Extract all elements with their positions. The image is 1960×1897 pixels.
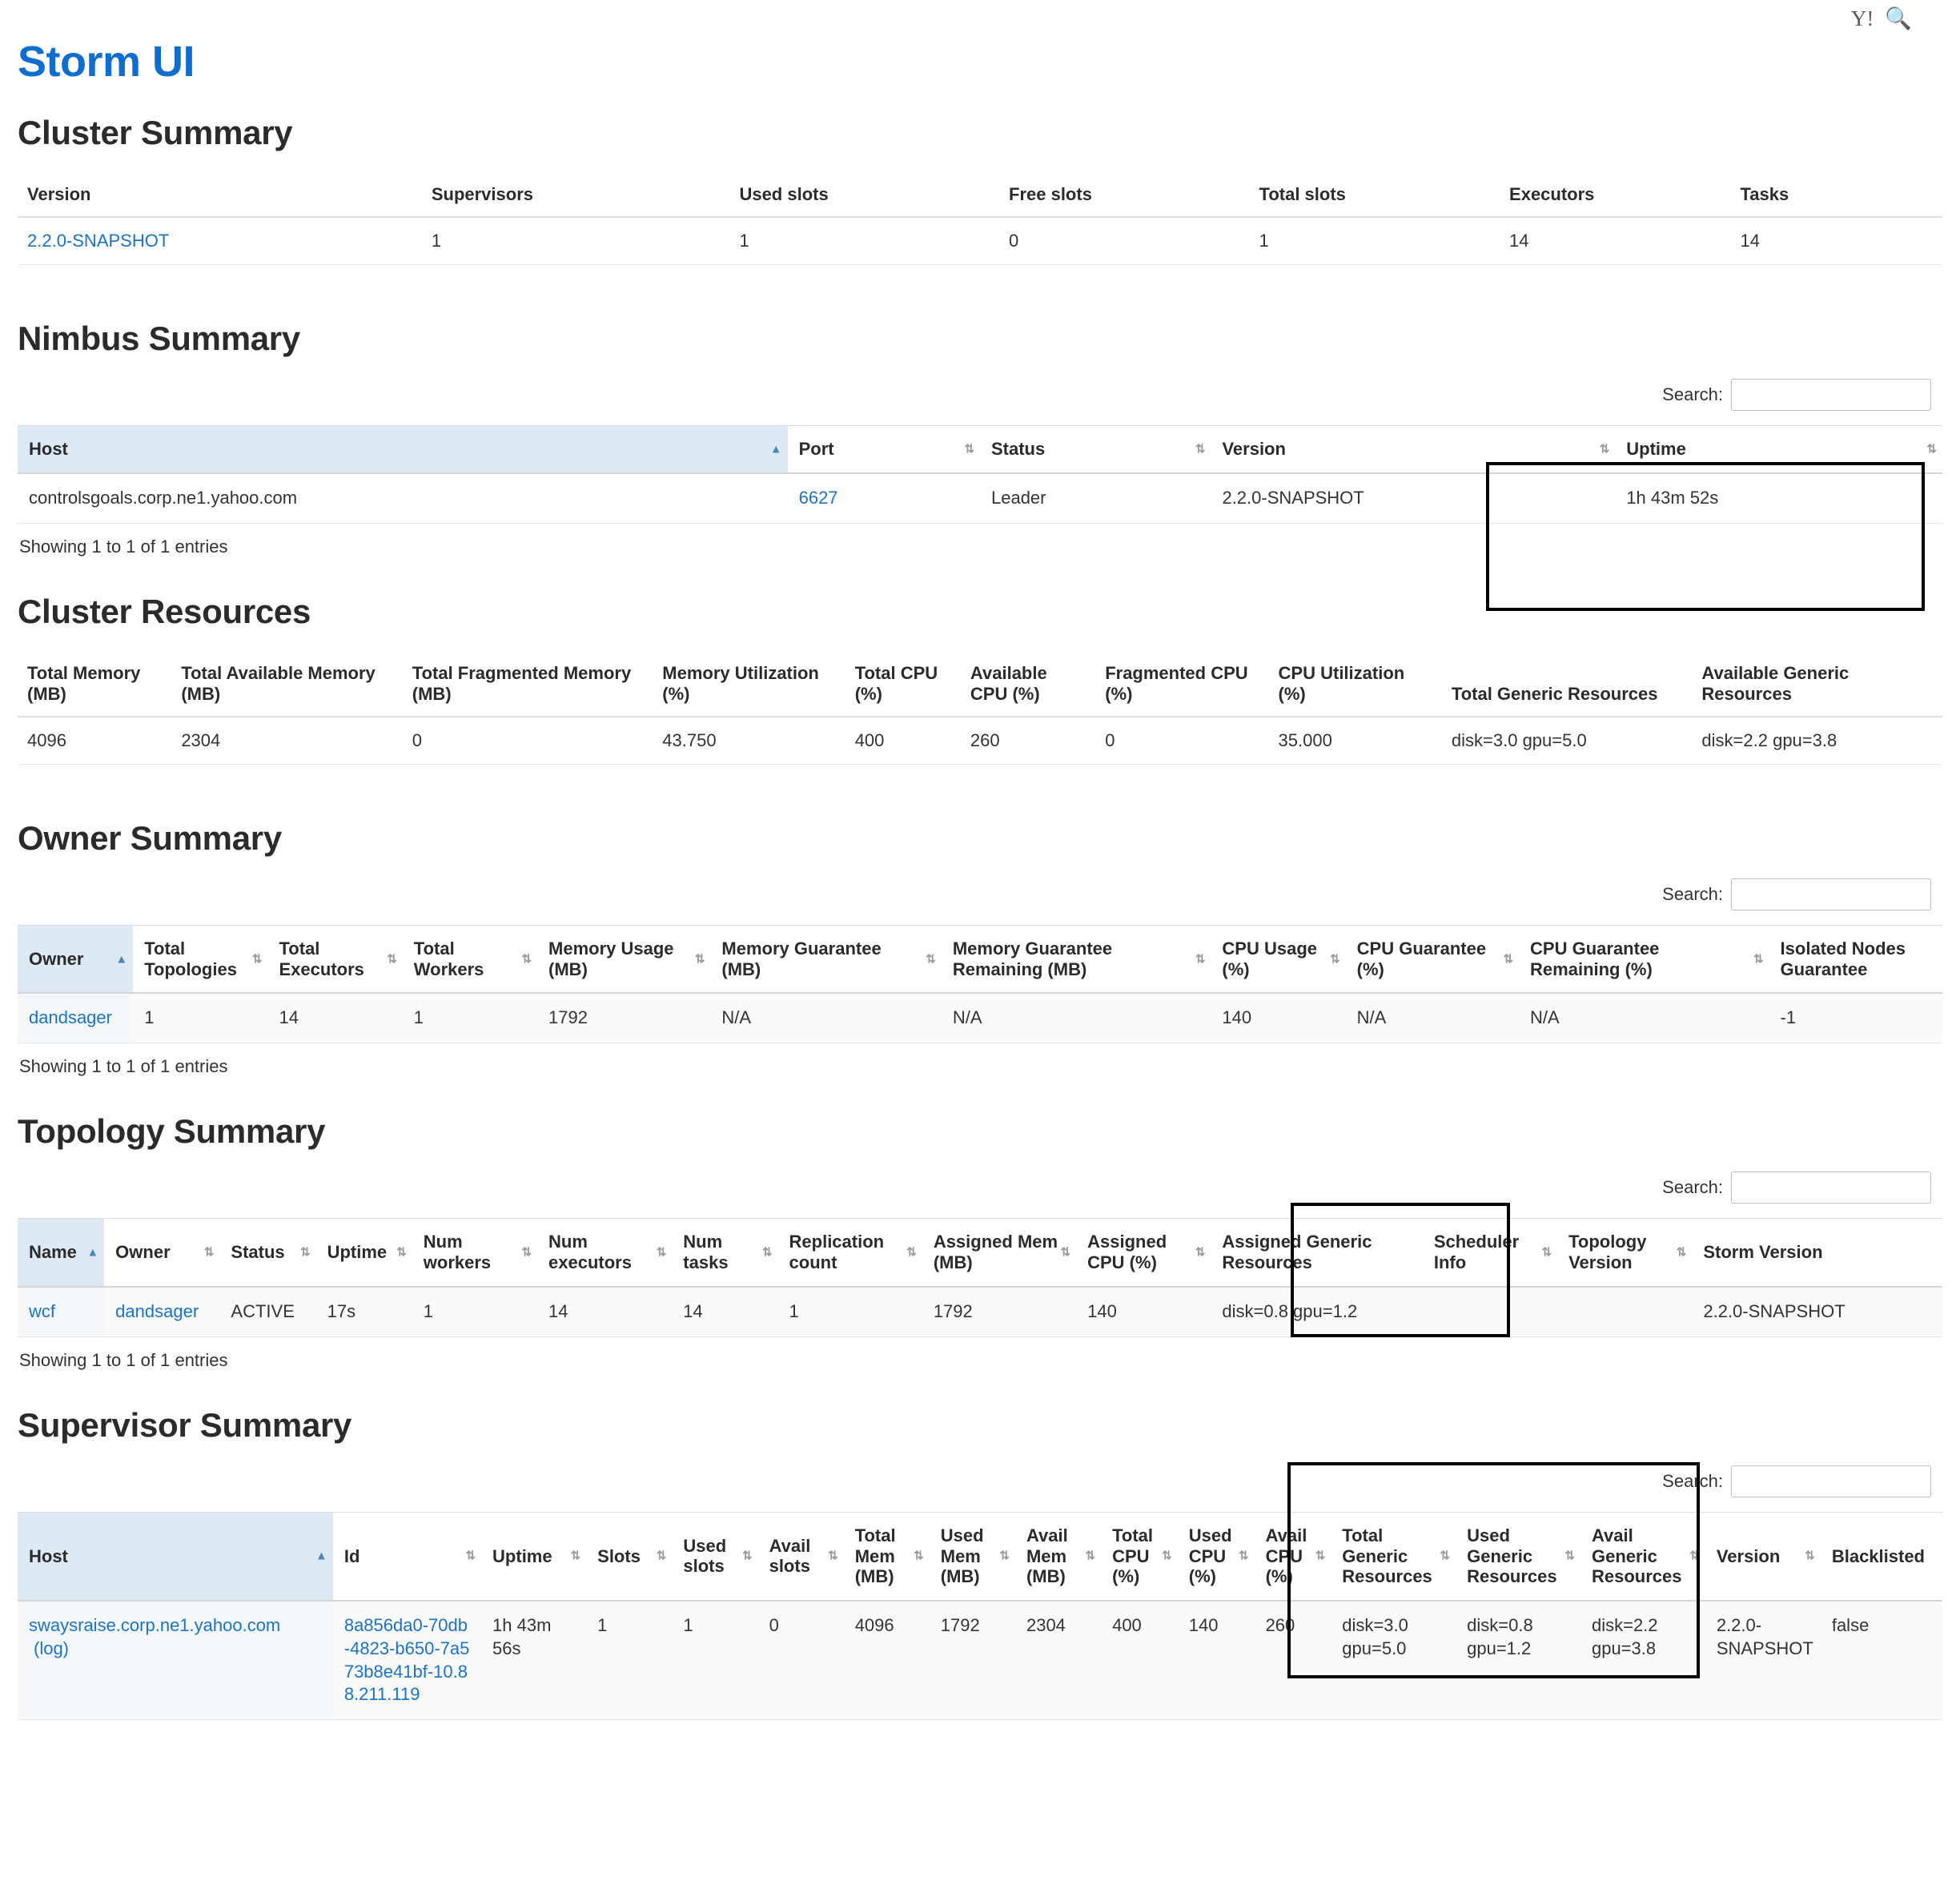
th-slots-label: Slots	[597, 1545, 641, 1566]
owner-summary-section	[18, 819, 1942, 1078]
cell-total-cpu: 400	[845, 717, 961, 765]
supervisor-host-log-link[interactable]: (log)	[34, 1638, 70, 1658]
th-cpu-guarantee[interactable]	[1346, 925, 1519, 993]
cell-memory-usage: 1792	[537, 993, 710, 1043]
topology-summary-table-wrap	[18, 1172, 1942, 1371]
cell-used-mem: 1792	[930, 1601, 1015, 1719]
sort-ascending-icon: ▲	[115, 952, 128, 966]
owner-search-label: Search:	[1662, 883, 1723, 904]
th-status[interactable]	[980, 426, 1211, 473]
owner-summary-table-wrap	[18, 878, 1942, 1078]
avail-generic-gpu: gpu=3.8	[1591, 1638, 1657, 1658]
sort-both-icon: ⇅	[1564, 1549, 1575, 1563]
table-header-row	[18, 173, 1942, 217]
table-row	[18, 1287, 1942, 1336]
th-uptime[interactable]	[316, 1219, 412, 1287]
supervisor-generic-resources-highlight-box	[1287, 1462, 1700, 1678]
yahoo-icon[interactable]: Y!	[1850, 6, 1874, 30]
cell-topology-version	[1557, 1287, 1692, 1336]
th-id[interactable]	[333, 1512, 481, 1601]
cell-total-memory: 4096	[18, 717, 171, 765]
th-total-fragmented-memory: Total Fragmented Memory (MB)	[403, 652, 653, 717]
cell-tasks: 14	[1731, 217, 1943, 265]
cell-id	[333, 1601, 481, 1719]
cluster-summary-heading: Cluster Summary	[18, 114, 293, 151]
th-uptime-label: Uptime	[1626, 439, 1686, 459]
th-owner-label: Owner	[29, 948, 84, 969]
cell-memory-guarantee: N/A	[710, 993, 941, 1043]
cell-isolated-nodes-guarantee: -1	[1769, 993, 1942, 1043]
sort-both-icon: ⇅	[1599, 442, 1610, 456]
table-header-row	[18, 1219, 1942, 1287]
th-cpu-utilization: CPU Utilization (%)	[1269, 652, 1442, 717]
supervisor-search-input[interactable]	[1731, 1465, 1931, 1497]
sort-both-icon: ⇅	[1195, 1245, 1206, 1260]
cell-used-cpu: 140	[1178, 1601, 1255, 1719]
cell-avail-cpu: 260	[1255, 1601, 1331, 1719]
th-avail-slots-label: Avail slots	[769, 1535, 811, 1577]
th-total-topologies[interactable]	[133, 925, 267, 993]
sort-both-icon: ⇅	[521, 1245, 532, 1260]
cell-fragmented-cpu: 0	[1095, 717, 1268, 765]
th-slots[interactable]	[586, 1512, 672, 1601]
th-tasks: Tasks	[1731, 173, 1943, 217]
sort-both-icon: ⇅	[521, 952, 532, 966]
th-used-cpu-label: Used CPU (%)	[1188, 1525, 1232, 1587]
th-executors: Executors	[1500, 173, 1730, 217]
sort-both-icon: ⇅	[1085, 1549, 1096, 1563]
cluster-resources-heading: Cluster Resources	[18, 592, 311, 630]
cell-num-tasks: 14	[672, 1287, 777, 1336]
th-num-executors[interactable]	[537, 1219, 672, 1287]
port-link[interactable]: 6627	[798, 487, 838, 508]
search-icon[interactable]: 🔍	[1885, 6, 1912, 30]
cell-assigned-generic-resources: disk=0.8 gpu=1.2	[1211, 1287, 1422, 1336]
cell-used-slots: 1	[672, 1601, 757, 1719]
cell-total-slots: 1	[1250, 217, 1500, 265]
th-used-mem[interactable]	[930, 1512, 1015, 1601]
sort-both-icon: ⇅	[1440, 1549, 1451, 1563]
th-port[interactable]	[788, 426, 980, 473]
th-host[interactable]	[18, 1512, 333, 1601]
cell-available-cpu: 260	[961, 717, 1095, 765]
version-link[interactable]: 2.2.0-SNAPSHOT	[27, 231, 170, 251]
th-owner[interactable]	[18, 925, 133, 993]
table-header-row	[18, 652, 1942, 717]
owner-table-info: Showing 1 to 1 of 1 entries	[19, 1056, 228, 1077]
th-used-slots[interactable]	[672, 1512, 757, 1601]
cluster-resources-table	[18, 652, 1942, 765]
top-bar-icons	[1851, 8, 1912, 30]
th-avail-cpu-label: Avail CPU (%)	[1265, 1525, 1307, 1587]
th-cpu-guarantee-remaining[interactable]	[1519, 925, 1769, 993]
th-memory-guarantee-label: Memory Guarantee (MB)	[721, 938, 882, 979]
topology-table-info: Showing 1 to 1 of 1 entries	[19, 1349, 228, 1370]
th-total-workers[interactable]	[403, 925, 537, 993]
th-id-label: Id	[343, 1545, 360, 1566]
th-cpu-guarantee-label: CPU Guarantee (%)	[1356, 938, 1487, 979]
sort-both-icon: ⇅	[1541, 1245, 1552, 1260]
owner-search	[18, 878, 1942, 910]
sort-both-icon: ⇅	[1676, 1245, 1687, 1260]
cell-status: Leader	[980, 473, 1211, 523]
supervisor-summary-table-wrap	[18, 1465, 1942, 1720]
sort-both-icon: ⇅	[1162, 1549, 1172, 1563]
sort-both-icon: ⇅	[1805, 1549, 1815, 1563]
sort-both-icon: ⇅	[1330, 952, 1340, 966]
th-host-label: Host	[29, 1545, 68, 1566]
owner-link[interactable]: dandsager	[29, 1007, 112, 1028]
th-isolated-nodes-guarantee-label: Isolated Nodes Guarantee	[1780, 938, 1906, 979]
cell-total-executors: 14	[268, 993, 403, 1043]
th-topology-version-label: Topology Version	[1568, 1232, 1647, 1272]
sort-both-icon: ⇅	[396, 1245, 407, 1260]
supervisor-summary-heading: Supervisor Summary	[18, 1405, 352, 1444]
cell-port	[788, 473, 980, 523]
sort-both-icon: ⇅	[914, 1549, 924, 1563]
th-num-workers-label: Num workers	[423, 1232, 492, 1272]
sort-both-icon: ⇅	[300, 1245, 311, 1260]
sort-both-icon: ⇅	[656, 1245, 667, 1260]
th-owner[interactable]	[104, 1219, 219, 1287]
th-memory-guarantee[interactable]	[710, 925, 941, 993]
sort-both-icon: ⇅	[656, 1549, 667, 1563]
sort-both-icon: ⇅	[1753, 952, 1764, 966]
supervisor-search-label: Search:	[1662, 1470, 1723, 1491]
cell-version	[1705, 1601, 1821, 1719]
sort-both-icon: ⇅	[1195, 952, 1206, 966]
th-assigned-generic-resources-label: Assigned Generic Resources	[1222, 1232, 1372, 1272]
table-header-row	[18, 925, 1942, 993]
cell-cpu-guarantee-remaining: N/A	[1519, 993, 1769, 1043]
cell-host	[18, 1601, 333, 1719]
th-memory-guarantee-remaining-label: Memory Guarantee Remaining (MB)	[952, 938, 1113, 979]
topology-summary-section	[18, 1112, 1942, 1371]
th-version[interactable]	[1705, 1512, 1821, 1601]
table-row	[18, 993, 1942, 1043]
supervisor-summary-section	[18, 1406, 1942, 1720]
th-total-mem-label: Total Mem (MB)	[854, 1525, 896, 1587]
topology-summary-table	[18, 1218, 1942, 1337]
cell-total-cpu: 400	[1101, 1601, 1178, 1719]
th-cpu-usage[interactable]	[1211, 925, 1345, 993]
th-status-label: Status	[990, 439, 1046, 459]
sort-both-icon: ⇅	[1195, 442, 1206, 456]
topology-search	[18, 1172, 1942, 1204]
th-host-label: Host	[29, 439, 68, 459]
th-used-slots-label: Used slots	[683, 1535, 727, 1577]
cell-name	[18, 1287, 104, 1336]
th-supervisors: Supervisors	[422, 173, 730, 217]
cell-status: ACTIVE	[219, 1287, 315, 1336]
th-uptime[interactable]	[481, 1512, 586, 1601]
nimbus-search	[18, 379, 1942, 411]
sort-both-icon: ⇅	[1060, 1245, 1071, 1260]
cell-memory-guarantee-remaining: N/A	[942, 993, 1211, 1043]
cell-host: controlsgoals.corp.ne1.yahoo.com	[18, 473, 788, 523]
sort-both-icon: ⇅	[203, 1245, 215, 1260]
cell-num-executors: 14	[537, 1287, 672, 1336]
owner-summary-table	[18, 925, 1942, 1044]
cell-avail-slots: 0	[758, 1601, 844, 1719]
th-assigned-cpu[interactable]	[1076, 1219, 1211, 1287]
th-total-executors[interactable]	[268, 925, 403, 993]
sort-both-icon: ⇅	[1503, 952, 1514, 966]
table-row	[18, 217, 1942, 265]
topology-owner-link[interactable]: dandsager	[115, 1300, 199, 1321]
nimbus-table-info: Showing 1 to 1 of 1 entries	[19, 536, 228, 557]
total-generic-gpu: gpu=5.0	[1342, 1638, 1407, 1658]
nimbus-summary-heading: Nimbus Summary	[18, 320, 300, 357]
cluster-summary-section	[18, 114, 1942, 265]
used-generic-gpu: gpu=1.2	[1467, 1638, 1532, 1658]
sort-both-icon: ⇅	[742, 1549, 753, 1563]
th-total-executors-label: Total Executors	[279, 938, 364, 979]
th-replication-count-label: Replication count	[789, 1232, 885, 1272]
topology-search-input[interactable]	[1731, 1172, 1931, 1204]
generic-resources-highlight-box	[1486, 462, 1925, 611]
th-isolated-nodes-guarantee[interactable]	[1769, 925, 1942, 993]
th-name[interactable]	[18, 1219, 104, 1287]
sort-both-icon: ⇅	[828, 1549, 838, 1563]
th-memory-usage[interactable]	[537, 925, 710, 993]
th-name-label: Name	[29, 1242, 77, 1263]
cell-cpu-utilization: 35.000	[1269, 717, 1442, 765]
th-fragmented-cpu: Fragmented CPU (%)	[1095, 652, 1268, 717]
supervisor-host-link[interactable]: swaysraise.corp.ne1.yahoo.com	[29, 1615, 281, 1636]
cell-free-slots: 0	[999, 217, 1250, 265]
cell-num-workers: 1	[412, 1287, 537, 1336]
cell-avail-mem: 2304	[1015, 1601, 1101, 1719]
th-total-mem[interactable]	[844, 1512, 930, 1601]
th-num-tasks[interactable]	[672, 1219, 777, 1287]
cell-supervisors: 1	[422, 217, 730, 265]
th-total-generic-resources-label: Total Generic Resources	[1342, 1525, 1432, 1587]
cell-owner	[104, 1287, 219, 1336]
page-title: Storm UI	[18, 38, 195, 86]
th-replication-count[interactable]	[778, 1219, 922, 1287]
th-total-cpu-label: Total CPU (%)	[1112, 1525, 1153, 1587]
th-total-slots: Total slots	[1250, 173, 1500, 217]
cell-uptime: 1h 43m 52s	[1615, 473, 1942, 523]
th-free-slots: Free slots	[999, 173, 1250, 217]
sort-both-icon: ⇅	[694, 952, 705, 966]
sort-both-icon: ⇅	[251, 952, 263, 966]
cell-owner	[18, 993, 133, 1043]
cell-version: 2.2.0-SNAPSHOT	[1211, 473, 1615, 523]
cell-total-topologies: 1	[133, 993, 267, 1043]
th-assigned-mem-label: Assigned Mem (MB)	[933, 1232, 1058, 1272]
th-assigned-mem[interactable]	[922, 1219, 1076, 1287]
th-num-workers[interactable]	[412, 1219, 537, 1287]
th-num-tasks-label: Num tasks	[683, 1232, 729, 1272]
sort-both-icon: ⇅	[1238, 1549, 1249, 1563]
cell-assigned-cpu: 140	[1076, 1287, 1211, 1336]
th-used-generic-resources-label: Used Generic Resources	[1467, 1525, 1557, 1587]
th-available-generic-resources: Available Generic Resources	[1692, 652, 1942, 717]
sort-both-icon: ⇅	[964, 442, 974, 456]
cell-total-workers: 1	[403, 993, 537, 1043]
used-generic-disk: disk=0.8	[1467, 1615, 1533, 1636]
avail-generic-disk: disk=2.2	[1591, 1615, 1658, 1636]
cell-available-generic-resources: disk=2.2 gpu=3.8	[1692, 717, 1942, 765]
owner-summary-heading: Owner Summary	[18, 818, 282, 857]
table-row	[18, 717, 1942, 765]
th-owner-label: Owner	[115, 1242, 171, 1263]
th-total-cpu[interactable]	[1101, 1512, 1178, 1601]
nimbus-search-input[interactable]	[1731, 379, 1931, 411]
nimbus-search-label: Search:	[1662, 384, 1723, 404]
cell-blacklisted: false	[1821, 1601, 1942, 1719]
th-cpu-usage-label: CPU Usage (%)	[1222, 938, 1317, 979]
th-storm-version[interactable]	[1692, 1219, 1942, 1287]
cell-version	[18, 217, 422, 265]
th-total-workers-label: Total Workers	[413, 938, 484, 979]
th-cpu-guarantee-remaining-label: CPU Guarantee Remaining (%)	[1530, 938, 1660, 979]
cell-memory-utilization: 43.750	[653, 717, 845, 765]
th-version-label: Version	[1716, 1545, 1781, 1566]
th-total-generic-resources: Total Generic Resources	[1442, 652, 1693, 717]
sort-both-icon: ⇅	[387, 952, 397, 966]
th-host[interactable]	[18, 426, 788, 473]
total-generic-disk: disk=3.0	[1342, 1615, 1408, 1636]
th-version: Version	[18, 173, 422, 217]
th-blacklisted-label: Blacklisted	[1831, 1545, 1925, 1566]
cluster-resources-section	[18, 593, 1942, 765]
cell-slots: 1	[586, 1601, 672, 1719]
sort-both-icon: ⇅	[465, 1549, 476, 1563]
th-used-slots: Used slots	[729, 173, 999, 217]
cell-assigned-mem: 1792	[922, 1287, 1076, 1336]
th-used-cpu[interactable]	[1178, 1512, 1255, 1601]
top-bar	[18, 0, 1942, 37]
cell-replication-count: 1	[778, 1287, 922, 1336]
topology-summary-heading: Topology Summary	[18, 1112, 326, 1151]
sort-both-icon: ⇅	[926, 952, 936, 966]
sort-both-icon: ⇅	[1926, 442, 1937, 456]
th-blacklisted[interactable]	[1821, 1512, 1942, 1601]
cell-used-slots: 1	[729, 217, 999, 265]
sort-ascending-icon: ▲	[315, 1549, 327, 1563]
th-avail-generic-resources-label: Avail Generic Resources	[1591, 1525, 1682, 1587]
th-avail-mem-label: Avail Mem (MB)	[1026, 1525, 1068, 1587]
cell-cpu-usage: 140	[1211, 993, 1345, 1043]
cell-total-fragmented-memory: 0	[403, 717, 653, 765]
sort-both-icon: ⇅	[570, 1549, 581, 1563]
cell-total-mem: 4096	[844, 1601, 930, 1719]
storm-version-text: 2.2.0-SNAPSHOT	[1703, 1300, 1846, 1321]
th-num-executors-label: Num executors	[548, 1232, 632, 1272]
cell-executors: 14	[1500, 217, 1730, 265]
th-status-label: Status	[231, 1242, 285, 1263]
th-memory-guarantee-remaining[interactable]	[942, 925, 1211, 993]
th-total-topologies-label: Total Topologies	[144, 938, 237, 979]
th-version-label: Version	[1222, 439, 1286, 459]
cell-uptime: 17s	[316, 1287, 412, 1336]
sort-both-icon: ⇅	[761, 1245, 773, 1260]
th-used-mem-label: Used Mem (MB)	[940, 1525, 984, 1587]
th-status[interactable]	[219, 1219, 315, 1287]
owner-search-input[interactable]	[1731, 878, 1931, 910]
sort-both-icon: ⇅	[906, 1245, 917, 1260]
th-assigned-cpu-label: Assigned CPU (%)	[1087, 1232, 1167, 1272]
cell-cpu-guarantee: N/A	[1346, 993, 1519, 1043]
cell-storm-version	[1692, 1287, 1942, 1336]
sort-ascending-icon: ▲	[86, 1245, 99, 1260]
cell-uptime: 1h 43m 56s	[481, 1601, 586, 1719]
th-scheduler-info-label: Scheduler Info	[1433, 1232, 1520, 1272]
th-memory-utilization: Memory Utilization (%)	[653, 652, 845, 717]
cluster-summary-table	[18, 173, 1942, 265]
th-uptime-label: Uptime	[492, 1545, 552, 1566]
th-total-cpu: Total CPU (%)	[845, 652, 961, 717]
th-total-memory: Total Memory (MB)	[18, 652, 171, 717]
supervisor-version-text: 2.2.0-SNAPSHOT	[1716, 1615, 1813, 1658]
th-available-cpu: Available CPU (%)	[961, 652, 1095, 717]
th-uptime-label: Uptime	[327, 1242, 388, 1263]
th-memory-usage-label: Memory Usage (MB)	[548, 938, 674, 979]
supervisor-id-link[interactable]: 8a856da0-70db-4823-b650-7a573b8e41bf-10.88.211.119	[343, 1615, 470, 1705]
sort-ascending-icon: ▲	[769, 442, 782, 456]
th-total-available-memory: Total Available Memory (MB)	[171, 652, 402, 717]
cell-total-generic-resources: disk=3.0 gpu=5.0	[1442, 717, 1693, 765]
th-port-label: Port	[798, 439, 834, 459]
th-topology-version[interactable]	[1557, 1219, 1692, 1287]
topology-search-label: Search:	[1662, 1177, 1723, 1198]
assigned-generic-resources-highlight-box	[1291, 1203, 1510, 1337]
th-avail-slots[interactable]	[758, 1512, 844, 1601]
sort-both-icon: ⇅	[1315, 1549, 1326, 1563]
topology-name-link[interactable]: wcf	[29, 1300, 55, 1321]
th-storm-version-label: Storm Version	[1703, 1242, 1823, 1263]
sort-both-icon: ⇅	[1689, 1549, 1700, 1563]
cell-total-available-memory: 2304	[171, 717, 402, 765]
th-avail-mem[interactable]	[1015, 1512, 1101, 1601]
sort-both-icon: ⇅	[999, 1549, 1010, 1563]
